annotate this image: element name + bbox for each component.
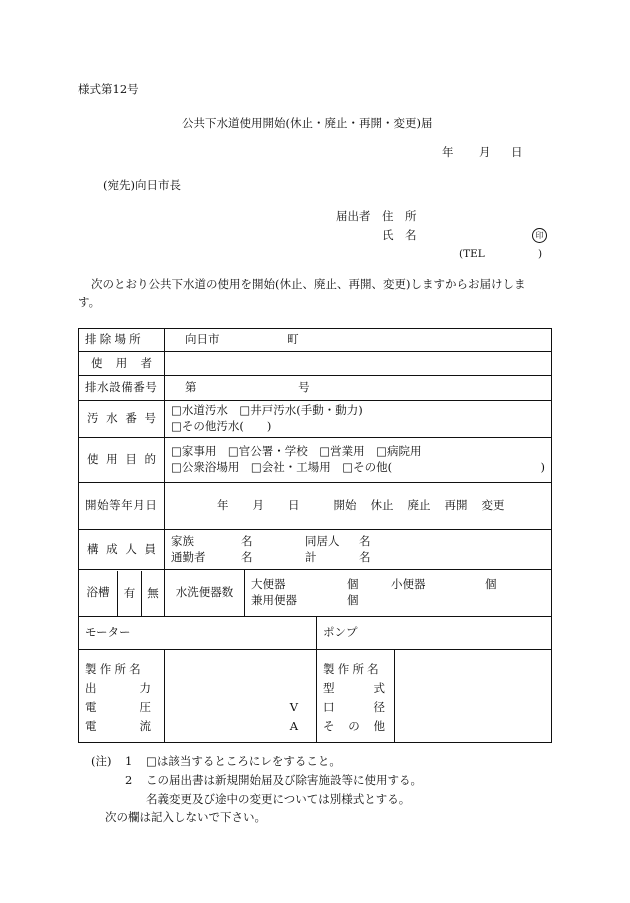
row-motor-pump-details xyxy=(79,650,552,743)
note-2: この届出書は新規開始届及び除害施設等に使用する。 xyxy=(146,773,422,787)
page-title: 公共下水道使用開始(休止・廃止・再開・変更)届 xyxy=(182,116,433,130)
row-start-date xyxy=(79,483,552,530)
start-date-cell[interactable] xyxy=(165,483,552,530)
pump-other-label: そ の 他 xyxy=(323,719,385,733)
applicant-name-label: 氏 名 xyxy=(382,228,417,242)
flush-toilet-label: 水洗便器数 xyxy=(175,585,234,600)
shared-toilet: 兼用便器 xyxy=(251,593,297,607)
voltage-unit: V xyxy=(289,700,298,714)
form-number: 様式第12号 xyxy=(78,82,139,96)
row-discharge-place xyxy=(79,329,552,352)
row-facility-no xyxy=(79,376,552,401)
note-3: 次の欄は記入しないで下さい。 xyxy=(105,810,266,824)
option-resume[interactable]: 再開 xyxy=(444,498,468,513)
motor-maker-label: 製作所名 xyxy=(85,662,144,676)
purpose-line1: □家事用 □官公署・学校 □営業用 □病院用 xyxy=(171,444,422,459)
pump-diameter-label: 口 径 xyxy=(323,700,385,714)
toilet-count-cell[interactable] xyxy=(245,570,552,617)
start-date-label: 開始等年月日 xyxy=(85,498,158,513)
sewage-no-cell[interactable] xyxy=(165,401,552,438)
members-commuters: 通勤者 xyxy=(171,549,206,564)
applicant-heading: 届出者 xyxy=(336,209,371,223)
date-day: 日 xyxy=(511,145,523,159)
row-purpose xyxy=(79,438,552,483)
bath-label-cell xyxy=(79,570,165,617)
note-1-number: 1 xyxy=(125,754,133,768)
discharge-city: 向日市 xyxy=(185,332,220,347)
motor-current-label: 電 流 xyxy=(85,719,151,733)
row-motor-pump-header xyxy=(79,617,552,650)
flush-toilet-label-cell xyxy=(165,570,245,617)
sewage-no-line2: □その他汚水( ) xyxy=(171,419,272,433)
facility-no-label: 排水設備番号 xyxy=(85,380,158,395)
purpose-line2-close: ) xyxy=(540,460,546,474)
motor-header-cell xyxy=(79,617,317,650)
motor-values-cell[interactable] xyxy=(165,650,317,743)
bath-no[interactable]: 無 xyxy=(141,571,164,616)
pump-maker-label: 製作所名 xyxy=(323,662,382,676)
note-2b: 名義変更及び途中の変更については別様式とする。 xyxy=(146,792,411,806)
intro-line-1: 次のとおり公共下水道の使用を開始(休止、廃止、再開、変更)しますからお届けしま xyxy=(91,277,526,291)
option-change[interactable]: 変更 xyxy=(481,498,505,513)
members-residents-unit: 名 xyxy=(359,533,371,548)
start-date-year: 年 xyxy=(217,498,229,513)
note-2-number: 2 xyxy=(125,773,133,787)
members-family: 家族 xyxy=(171,533,194,548)
purpose-line2: □公衆浴場用 □会社・工場用 □その他( xyxy=(171,460,393,474)
row-bath xyxy=(79,570,552,617)
user-cell[interactable] xyxy=(165,352,552,376)
user-label: 使 用 者 xyxy=(91,355,152,370)
motor-fields-cell xyxy=(79,650,165,743)
date-year: 年 xyxy=(442,145,454,159)
option-start[interactable]: 開始 xyxy=(333,498,357,513)
tel-open: (TEL xyxy=(459,248,485,260)
discharge-place-cell[interactable] xyxy=(165,329,552,352)
bath-label: 浴槽 xyxy=(86,585,110,600)
start-date-month: 月 xyxy=(252,498,264,513)
members-total-unit: 名 xyxy=(359,549,371,564)
row-user xyxy=(79,352,552,376)
pump-values-cell[interactable] xyxy=(395,650,552,743)
members-label: 構 成 人 員 xyxy=(87,541,156,556)
start-date-day: 日 xyxy=(288,498,300,513)
large-toilet-unit: 個 xyxy=(347,577,359,592)
seal-mark: 印 xyxy=(532,228,547,243)
application-table xyxy=(78,328,552,743)
purpose-cell[interactable] xyxy=(165,438,552,483)
sewage-no-line1: □水道汚水 □井戸汚水(手動・動力) xyxy=(171,403,363,418)
addressee: (宛先)向日市長 xyxy=(103,178,181,192)
purpose-label: 使 用 目 的 xyxy=(87,452,156,467)
discharge-place-label: 排除場所 xyxy=(85,332,144,347)
tel-close: ) xyxy=(538,248,543,260)
motor-output-label: 出 力 xyxy=(85,681,151,695)
date-month: 月 xyxy=(479,145,491,159)
members-commuters-unit: 名 xyxy=(241,549,253,564)
motor-voltage-label: 電 圧 xyxy=(85,700,151,714)
facility-no-cell[interactable] xyxy=(165,376,552,401)
option-suspend[interactable]: 休止 xyxy=(370,498,394,513)
row-members xyxy=(79,530,552,570)
members-total: 計 xyxy=(305,549,317,564)
small-toilet-unit: 個 xyxy=(485,577,497,592)
pump-header-cell xyxy=(317,617,552,650)
shared-toilet-unit: 個 xyxy=(347,593,359,607)
note-prefix: (注) xyxy=(91,754,112,768)
motor-label: モーター xyxy=(85,625,131,640)
intro-line-2: す。 xyxy=(78,295,101,309)
discharge-town: 町 xyxy=(287,332,299,347)
members-family-unit: 名 xyxy=(241,533,253,548)
note-1: □は該当するところにレをすること。 xyxy=(146,754,341,768)
pump-fields-cell xyxy=(317,650,395,743)
sewage-no-label: 汚 水 番 号 xyxy=(87,411,156,426)
option-abolish[interactable]: 廃止 xyxy=(407,498,431,513)
members-residents: 同居人 xyxy=(305,533,340,548)
large-toilet: 大便器 xyxy=(251,577,286,592)
pump-label: ポンプ xyxy=(323,625,358,640)
facility-no-prefix: 第 xyxy=(185,380,197,395)
small-toilet: 小便器 xyxy=(391,577,426,592)
members-cell[interactable] xyxy=(165,530,552,570)
bath-yes[interactable]: 有 xyxy=(117,571,141,616)
current-unit: A xyxy=(289,719,298,733)
row-sewage-no xyxy=(79,401,552,438)
facility-no-suffix: 号 xyxy=(298,380,310,395)
pump-model-label: 型 式 xyxy=(323,681,385,695)
applicant-address-label: 住 所 xyxy=(382,209,417,223)
